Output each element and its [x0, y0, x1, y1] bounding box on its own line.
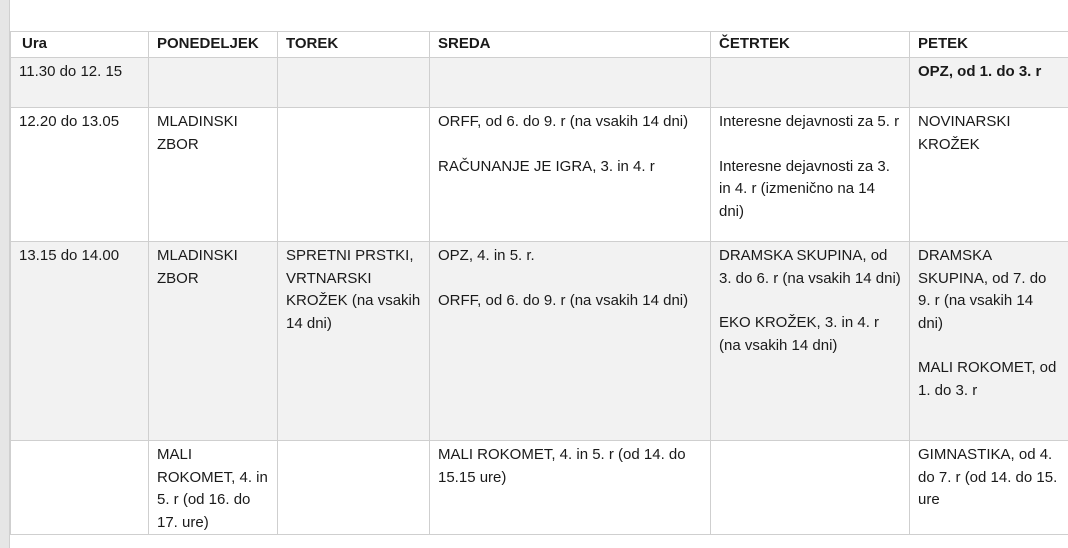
- table-row: [11, 58, 1068, 108]
- time-label: 11.30 do 12. 15: [19, 63, 123, 80]
- activity: GIMNASTIKA, od 4. do 7. r (od 14. do 15. ure: [918, 446, 1058, 508]
- left-margin-bar: [0, 0, 10, 548]
- table-row: [11, 441, 1068, 535]
- activity: MALI ROKOMET, 4. in 5. r (od 14. do 15.15 ure): [438, 446, 686, 486]
- activity: SPRETNI PRSTKI, VRTNARSKI KROŽEK (na vsakih 14 dni): [286, 247, 421, 332]
- activity: Interesne dejavnosti za 3. in 4. r (izmenično na 14 dni): [719, 157, 890, 220]
- cell-torek: [278, 441, 430, 535]
- header-ura: Ura: [11, 32, 149, 58]
- activity: DRAMSKA SKUPINA, od 7. do 9. r (na vsakih 14 dni): [918, 247, 1047, 332]
- header-torek: TOREK: [278, 32, 430, 58]
- cell-sreda: [430, 58, 711, 108]
- activity: RAČUNANJE JE IGRA, 3. in 4. r: [438, 157, 655, 175]
- header-petek: PETEK: [910, 32, 1068, 58]
- activity: MALI ROKOMET, 4. in 5. r (od 16. do 17. ure): [157, 446, 268, 531]
- activity: Interesne dejavnosti za 5. r: [719, 113, 900, 130]
- cell-cetrtek: [711, 108, 910, 242]
- cell-torek: [278, 108, 430, 242]
- cell-sreda: [430, 242, 711, 441]
- time-label: 13.15 do 14.00: [19, 247, 120, 264]
- activity: ORFF, od 6. do 9. r (na vsakih 14 dni): [438, 291, 689, 309]
- activity: MLADINSKI ZBOR: [157, 113, 238, 153]
- activity: OPZ, 4. in 5. r.: [438, 247, 535, 264]
- header-row: [11, 32, 1068, 58]
- header-cetrtek: ČETRTEK: [711, 32, 910, 58]
- time-cell: [11, 441, 149, 535]
- time-cell: [11, 108, 149, 242]
- header-ponedeljek: PONEDELJEK: [149, 32, 278, 58]
- activity: MLADINSKI ZBOR: [157, 247, 238, 287]
- cell-petek: [910, 58, 1068, 108]
- cell-torek: [278, 242, 430, 441]
- header-sreda: SREDA: [430, 32, 711, 58]
- activity: ORFF, od 6. do 9. r (na vsakih 14 dni): [438, 113, 689, 130]
- cell-ponedeljek: [149, 441, 278, 535]
- table-row: [11, 108, 1068, 242]
- cell-sreda: [430, 441, 711, 535]
- table-row: [11, 242, 1068, 441]
- cell-cetrtek: [711, 242, 910, 441]
- activity: EKO KROŽEK, 3. in 4. r (na vsakih 14 dni): [719, 314, 880, 354]
- cell-torek: [278, 58, 430, 108]
- cell-petek: [910, 242, 1068, 441]
- cell-ponedeljek: [149, 58, 278, 108]
- activity: DRAMSKA SKUPINA, od 3. do 6. r (na vsakih 14 dni): [719, 247, 901, 287]
- time-cell: [11, 242, 149, 441]
- cell-sreda: [430, 108, 711, 242]
- schedule-table: [10, 31, 1068, 535]
- cell-cetrtek: [711, 441, 910, 535]
- time-cell: [11, 58, 149, 108]
- cell-cetrtek: [711, 58, 910, 108]
- cell-ponedeljek: [149, 108, 278, 242]
- cell-ponedeljek: [149, 242, 278, 441]
- cell-petek: [910, 108, 1068, 242]
- activity: OPZ, od 1. do 3. r: [918, 63, 1042, 80]
- activity: MALI ROKOMET, od 1. do 3. r: [918, 359, 1057, 399]
- time-label: 12.20 do 13.05: [19, 113, 120, 130]
- activity: NOVINARSKI KROŽEK: [918, 113, 1011, 153]
- cell-petek: [910, 441, 1068, 535]
